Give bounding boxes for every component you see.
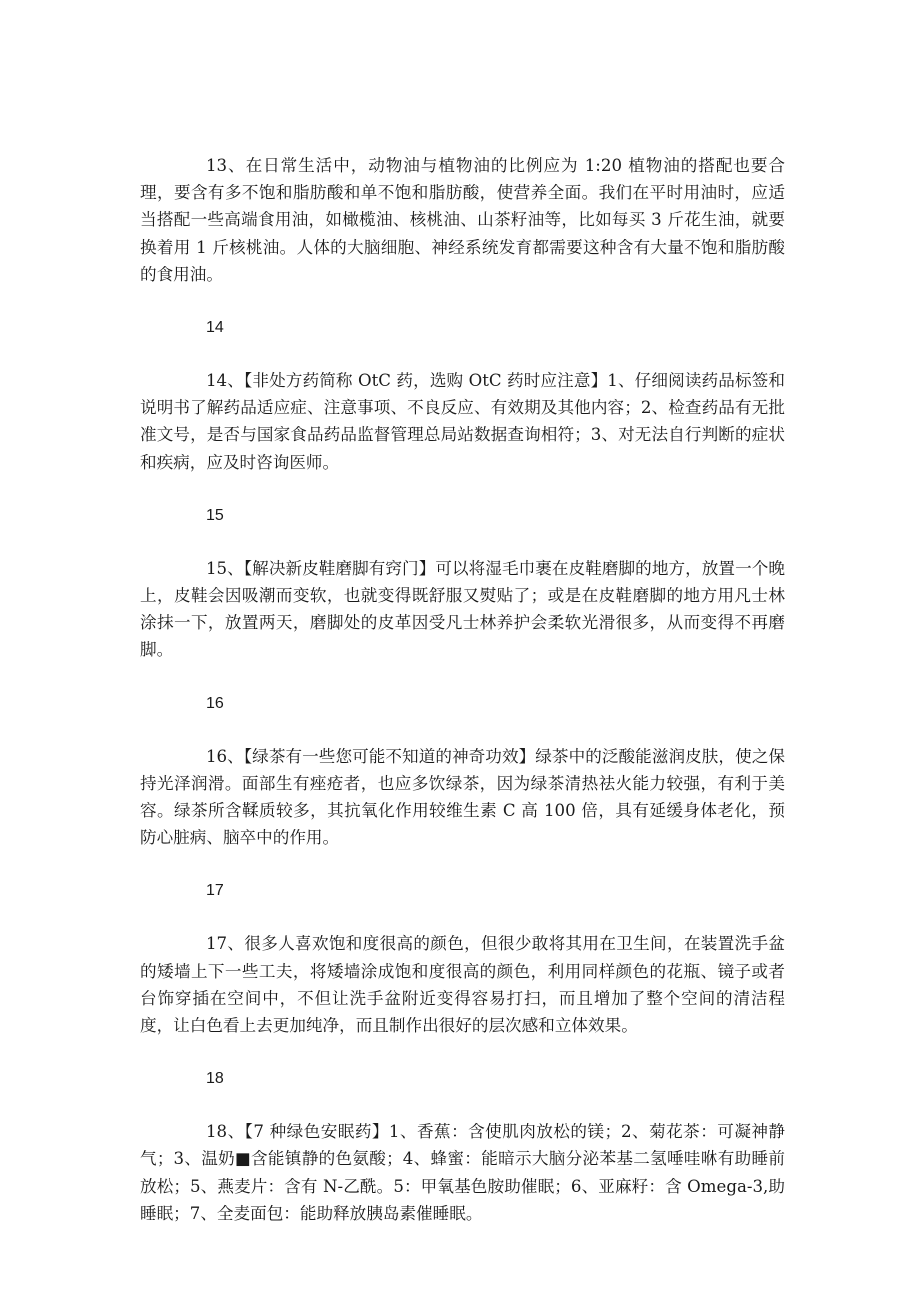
- section-number-14: 14: [206, 319, 224, 337]
- paragraph-13: 13、在日常生活中，动物油与植物油的比例应为 1:20 植物油的搭配也要合理，要含有多不饱和脂肪酸和单不饱和脂肪酸，使营养全面。我们在平时用油时，应适当搭配一些高端食用油，如橄榄油、核桃油、山茶籽油等，比如每买 3 斤花生油，就要换着用 1 斤核桃油。人体的大脑细胞、神经系统发育都需要这种含有大量不饱和脂肪酸的食用油。: [140, 156, 785, 284]
- section-number-18: 18: [206, 1070, 224, 1088]
- paragraph-14: 14、【非处方药简称 OtC 药，选购 OtC 药时应注意】1、仔细阅读药品标签和说明书了解药品适应症、注意事项、不良反应、有效期及其他内容；2、检查药品有无批准文号，是否与国家食品药品监督管理总局站数据查询相符；3、对无法自行判断的症状和疾病，应及时咨询医师。: [140, 371, 785, 472]
- paragraph-15: 15、【解决新皮鞋磨脚有窍门】可以将湿毛巾裹在皮鞋磨脚的地方，放置一个晚上，皮鞋会因吸潮而变软，也就变得既舒服又熨贴了；或是在皮鞋磨脚的地方用凡士林涂抹一下，放置两天，磨脚处的皮革因受凡士林养护会柔软光滑很多，从而变得不再磨脚。: [140, 558, 785, 660]
- paragraph-16: 16、【绿茶有一些您可能不知道的神奇功效】绿茶中的泛酸能滋润皮肤，使之保持光泽润滑。面部生有痤疮者，也应多饮绿茶，因为绿茶清热祛火能力较强，有利于美容。绿茶所含鞣质较多，其抗氧化作用较维生素 C 高 100 倍，具有延缓身体老化，预防心脏病、脑卒中的作用。: [140, 746, 785, 848]
- section-number-15: 15: [206, 506, 224, 524]
- section-number-16: 16: [206, 694, 224, 712]
- paragraph-18: 18、【7 种绿色安眠药】1、香蕉：含使肌肉放松的镁；2、菊花茶：可凝神静气；3、温奶■含能镇静的色氨酸；4、蜂蜜：能暗示大脑分泌苯基二氢唾哇咻有助睡前放松；5、燕麦片：含有 N-乙酰。5：甲氧基色胺助催眠；6、亚麻籽：含 Omega-3,助睡眠；7、全麦面包：能助释放胰岛素催睡眠。: [140, 1122, 785, 1223]
- paragraph-17: 17、很多人喜欢饱和度很高的颜色，但很少敢将其用在卫生间，在装置洗手盆的矮墙上下一些工夫，将矮墙涂成饱和度很高的颜色，利用同样颜色的花瓶、镜子或者台饰穿插在空间中，不但让洗手盆附近变得容易打扫，而且增加了整个空间的清洁程度，让白色看上去更加纯净，而且制作出很好的层次感和立体效果。: [140, 934, 785, 1036]
- section-number-17: 17: [206, 882, 224, 900]
- document-body: [140, 152, 785, 1227]
